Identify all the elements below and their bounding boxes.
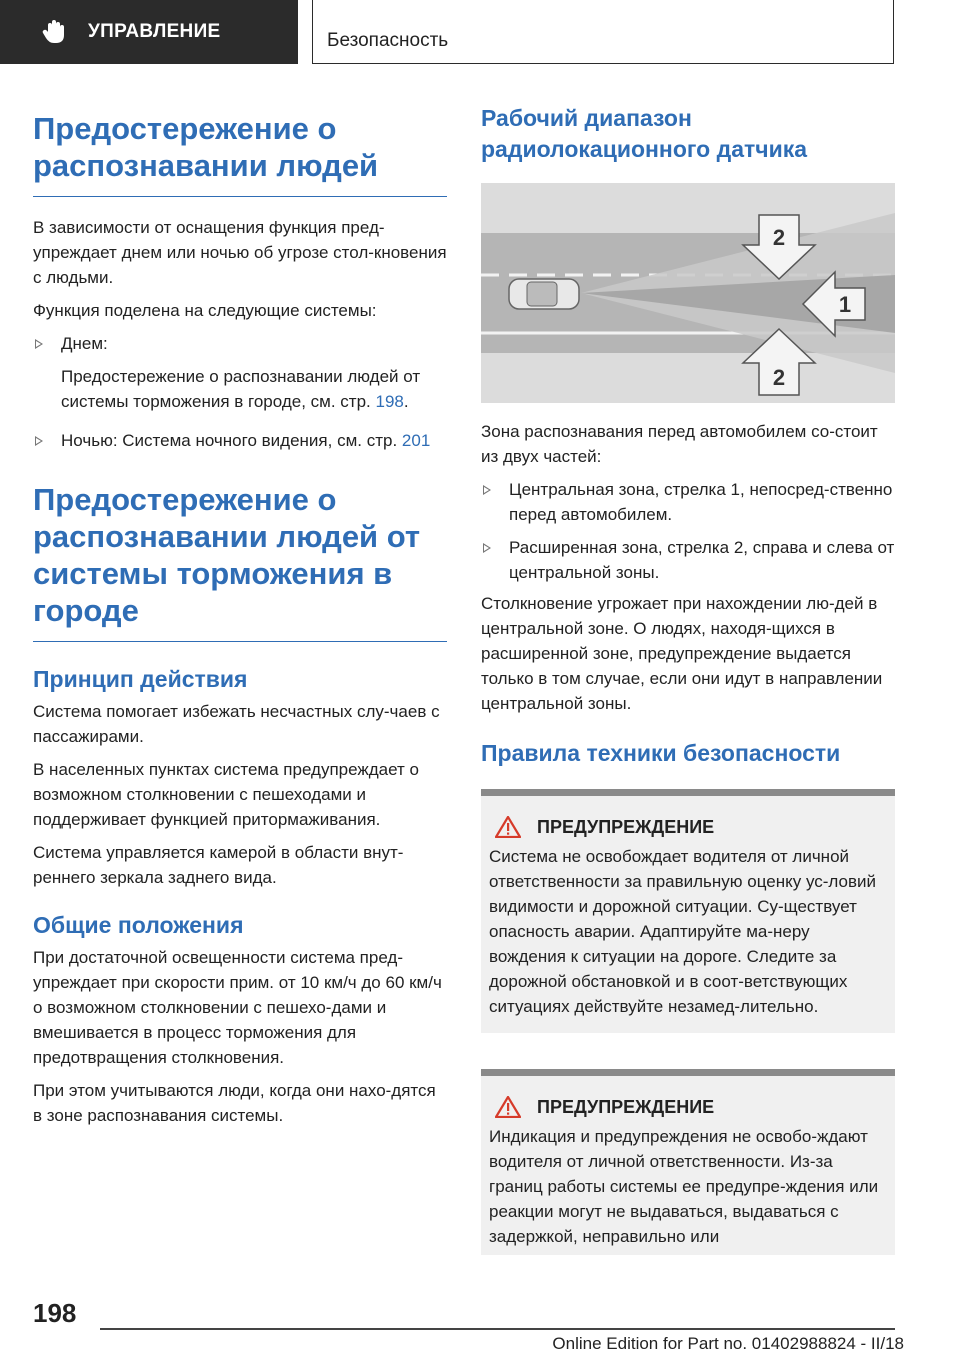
right-column [481, 100, 895, 1255]
heading-principle: Принцип действия [33, 666, 248, 692]
warning-text: Система не освобождает водителя от личной ответственности за правильную оценку ус-ловий видимости и дорожной ситуации. Су-ществует опасность аварии. Адаптируйте ма-неру вождения к ситуации на дороге. Следите за дорожной обстановкой и в соот-ветствующих ситуациях действуйте незамед-лительно. [489, 847, 877, 1016]
warning-box [481, 1069, 895, 1255]
warning-box [481, 789, 895, 1033]
bullet-triangle-icon [35, 339, 43, 349]
warning-triangle-icon [495, 1096, 521, 1118]
warning-triangle-icon [495, 816, 521, 838]
list-item: Центральная зона, стрелка 1, непосред-ственно перед автомобилем. [481, 477, 895, 527]
bullet-triangle-icon [35, 436, 43, 446]
list-item: Расширенная зона, стрелка 2, справа и слева от центральной зоны. [481, 535, 895, 585]
heading-general: Общие положения [33, 912, 244, 938]
paragraph: Столкновение угрожает при нахождении лю-дей в центральной зоне. О людях, находя-щихся в расширенной зоне, предупреждение выдается только в том случае, если они идут в направлении центральной зоны. [481, 594, 883, 713]
page-number: 198 [33, 1298, 77, 1328]
warning-header: ПРЕДУПРЕЖДЕНИЕ [489, 1096, 887, 1118]
paragraph: В зависимости от оснащения функция пред-упреждает днем или ночью об угрозе стол-кновения с людьми. [33, 218, 447, 287]
paragraph: При достаточной освещенности система пред-упреждает при скорости прим. от 10 км/ч до 60 км/ч о возможном столкновении с пешехо-дами и вмешивается в процесс торможения для предотвращения столкновения. [33, 948, 442, 1067]
paragraph: Система управляется камерой в области внут-реннего зеркала заднего вида. [33, 843, 404, 887]
heading-sensor-range: Рабочий диапазон радиолокационного датчика [481, 105, 808, 162]
car-icon [509, 279, 579, 309]
section-tab[interactable] [0, 0, 298, 64]
svg-text:1: 1 [838, 292, 852, 317]
heading-safety: Правила техники безопасности [481, 740, 841, 766]
svg-text:2: 2 [772, 365, 786, 390]
sensor-range-diagram [481, 183, 895, 403]
left-column [33, 100, 447, 1128]
list-item: Ночью: Система ночного видения, см. стр. 201 [33, 428, 447, 453]
heading-person-warning: Предостережение о распознавании людей [33, 110, 447, 197]
paragraph: Зона распознавания перед автомобилем со-стоит из двух частей: [481, 422, 878, 466]
paragraph: Функция поделена на следующие системы: [33, 301, 377, 320]
hand-icon [42, 19, 68, 45]
svg-text:2: 2 [772, 225, 786, 250]
bullet-triangle-icon [483, 543, 491, 553]
footer-edition: Online Edition for Part no. 01402988824 - II/18 [552, 1334, 904, 1353]
footer-divider [100, 1328, 895, 1330]
bullet-triangle-icon [483, 485, 491, 495]
paragraph: В населенных пунктах система предупреждает о возможном столкновении с пешеходами и поддерживает функцией притормаживания. [33, 760, 419, 829]
paragraph: При этом учитываются люди, когда они нахо-дятся в зоне распознавания системы. [33, 1081, 436, 1125]
list-item: Днем: [33, 331, 447, 356]
warning-header: ПРЕДУПРЕЖДЕНИЕ [489, 816, 887, 838]
list-item-text: Предостережение о распознавании людей от системы торможения в городе, см. стр. 198. [61, 367, 421, 411]
section-title: УПРАВЛЕНИЕ [88, 21, 221, 42]
heading-city-braking: Предостережение о распознавании людей от системы торможения в городе [33, 481, 447, 642]
subsection-box [312, 0, 894, 64]
subsection-title: Безопасность [327, 30, 449, 51]
page-reference-link[interactable]: 201 [401, 431, 431, 450]
page-reference-link[interactable]: 198 [375, 392, 404, 411]
warning-text: Индикация и предупреждения не освобо-ждают водителя от личной ответственности. Из-за границ работы системы ее предупре-ждения или реакции могут не выдаваться, выдаваться с задержкой, неправильно или [489, 1127, 879, 1246]
paragraph: Система помогает избежать несчастных слу-чаев с пассажирами. [33, 702, 440, 746]
